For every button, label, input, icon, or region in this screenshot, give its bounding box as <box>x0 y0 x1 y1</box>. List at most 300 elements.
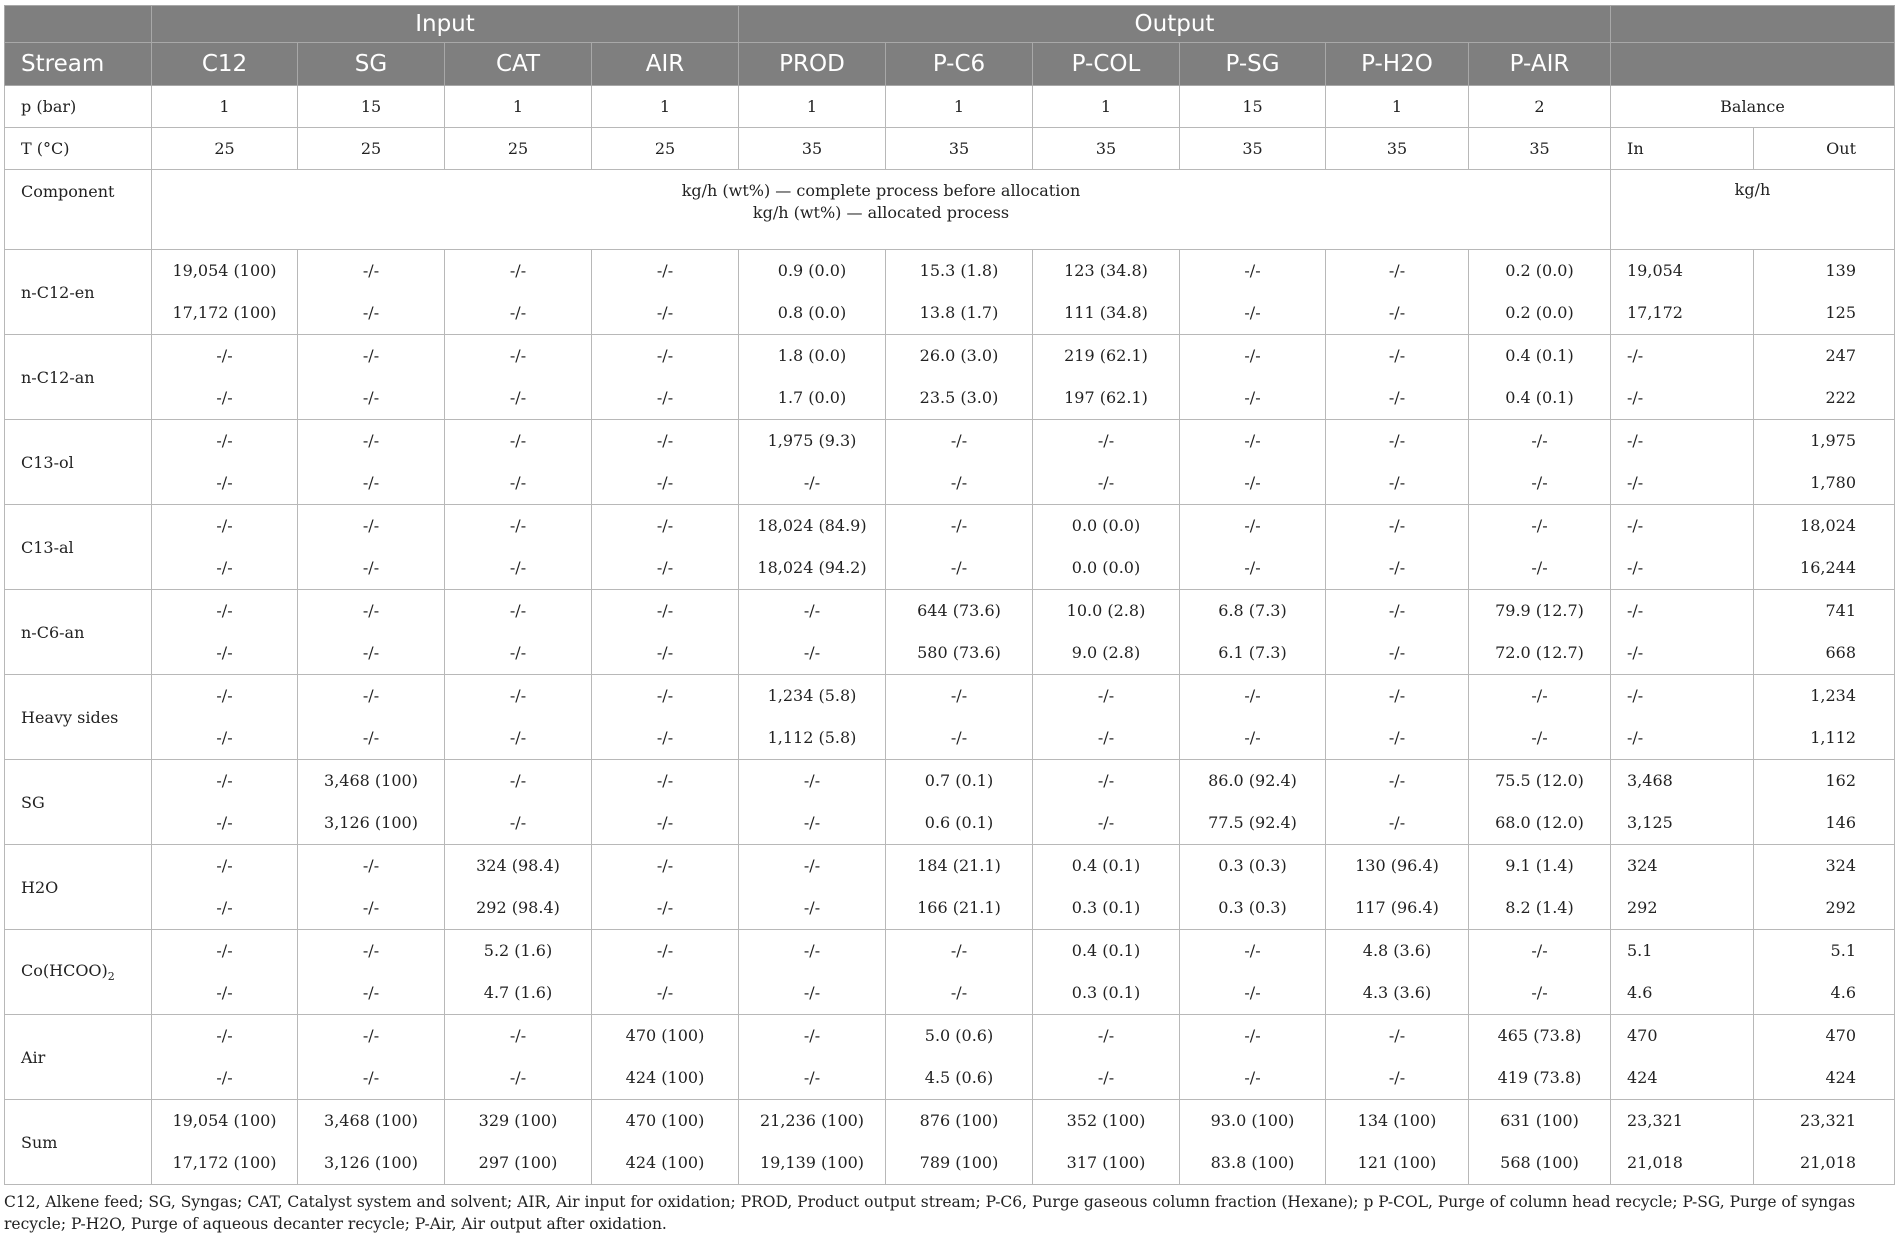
data-cell <box>1033 505 1180 590</box>
value-allocated: 6.1 (7.3) <box>1218 643 1287 662</box>
balance-in-pair <box>1627 760 1753 844</box>
balance-out-cell <box>1754 845 1895 930</box>
balance-in-pair <box>1627 1015 1753 1099</box>
value-allocated: 121 (100) <box>1357 1153 1437 1172</box>
value-complete: -/- <box>950 516 968 535</box>
data-cell <box>1469 845 1611 930</box>
value-allocated: 77.5 (92.4) <box>1208 813 1297 832</box>
input-group-header: Input <box>152 6 739 43</box>
data-cell <box>1180 420 1326 505</box>
value-pair <box>886 930 1032 1014</box>
value-allocated: 117 (96.4) <box>1355 898 1439 917</box>
value-complete: 4.8 (3.6) <box>1362 941 1432 960</box>
value-complete: -/- <box>1097 1026 1115 1045</box>
value-pair <box>739 420 885 504</box>
value-allocated: 17,172 (100) <box>172 1153 277 1172</box>
value-allocated: 317 (100) <box>1066 1153 1146 1172</box>
value-complete: -/- <box>362 431 380 450</box>
value-pair <box>739 845 885 929</box>
value-pair <box>445 1015 591 1099</box>
value-complete: 644 (73.6) <box>917 601 1001 620</box>
value-pair <box>445 420 591 504</box>
value-pair <box>592 420 738 504</box>
balance-out-complete: 470 <box>1825 1026 1856 1045</box>
value-allocated: 0.2 (0.0) <box>1505 303 1574 322</box>
value-allocated: -/- <box>509 728 527 747</box>
data-cell <box>152 505 298 590</box>
data-cell <box>1180 505 1326 590</box>
pressure-value: 1 <box>592 86 739 128</box>
balance-out-cell <box>1754 335 1895 420</box>
balance-out-allocated: 668 <box>1825 643 1856 662</box>
balance-in-pair <box>1627 845 1753 929</box>
data-cell <box>298 505 445 590</box>
value-pair <box>152 250 297 334</box>
value-complete: 3,468 (100) <box>324 771 418 790</box>
data-cell <box>1180 335 1326 420</box>
value-complete: 10.0 (2.8) <box>1066 601 1146 620</box>
value-allocated: -/- <box>803 813 821 832</box>
value-allocated: -/- <box>1244 728 1261 747</box>
value-complete: -/- <box>656 686 674 705</box>
balance-in-cell <box>1611 420 1754 505</box>
unit-line-complete: kg/h (wt%) — complete process before allocation <box>681 181 1081 200</box>
balance-in-pair <box>1627 505 1753 589</box>
value-pair <box>886 335 1032 419</box>
balance-unit-cell: kg/h <box>1611 170 1895 250</box>
balance-out-pair <box>1754 335 1894 419</box>
value-allocated: 166 (21.1) <box>917 898 1001 917</box>
table-container <box>4 5 1894 1235</box>
value-allocated: -/- <box>362 983 380 1002</box>
column-header: C12 <box>152 43 298 86</box>
value-complete: -/- <box>656 941 674 960</box>
value-complete: 470 (100) <box>625 1111 705 1130</box>
value-pair <box>298 590 444 674</box>
data-cell <box>1180 845 1326 930</box>
column-header: CAT <box>445 43 592 86</box>
value-complete: -/- <box>1531 686 1548 705</box>
value-pair <box>1469 845 1610 929</box>
value-complete: -/- <box>216 516 233 535</box>
balance-in-pair <box>1627 675 1753 759</box>
balance-in-allocated: 3,125 <box>1627 813 1673 832</box>
value-complete: -/- <box>216 856 233 875</box>
data-cell <box>445 930 592 1015</box>
value-complete: -/- <box>1531 941 1548 960</box>
value-pair <box>1033 335 1179 419</box>
value-pair <box>1033 760 1179 844</box>
value-pair <box>886 250 1032 334</box>
value-complete: -/- <box>216 346 233 365</box>
value-pair <box>1326 845 1468 929</box>
value-pair <box>1033 420 1179 504</box>
data-cell <box>592 250 739 335</box>
value-complete: 631 (100) <box>1500 1111 1579 1130</box>
value-allocated: -/- <box>656 643 674 662</box>
value-pair <box>1033 590 1179 674</box>
value-complete: 1,234 (5.8) <box>767 686 857 705</box>
balance-in-complete: 19,054 <box>1627 261 1683 280</box>
balance-out-complete: 162 <box>1825 771 1856 790</box>
balance-header-blank <box>1611 43 1895 86</box>
balance-in-complete: 23,321 <box>1627 1111 1683 1130</box>
value-complete: -/- <box>509 261 527 280</box>
value-pair <box>592 1015 738 1099</box>
balance-out-cell <box>1754 505 1895 590</box>
component-name-text: Sum <box>21 1132 58 1152</box>
balance-out-pair <box>1754 675 1894 759</box>
pressure-value: 1 <box>152 86 298 128</box>
data-cell <box>152 760 298 845</box>
balance-out-allocated: 125 <box>1825 303 1856 322</box>
value-complete: 0.7 (0.1) <box>924 771 994 790</box>
component-name-text: H2O <box>21 877 59 897</box>
value-complete: -/- <box>1244 346 1261 365</box>
header-group-row <box>5 6 1895 43</box>
component-name-text: n-C12-an <box>21 367 95 387</box>
value-complete: -/- <box>1388 516 1406 535</box>
value-pair <box>886 590 1032 674</box>
column-header: P-C6 <box>886 43 1033 86</box>
component-name <box>5 845 152 930</box>
data-cell <box>1033 845 1180 930</box>
balance-out-cell <box>1754 420 1895 505</box>
value-complete: 0.2 (0.0) <box>1505 261 1574 280</box>
column-header: PROD <box>739 43 886 86</box>
value-pair <box>886 1100 1032 1184</box>
value-complete: 876 (100) <box>919 1111 999 1130</box>
data-cell <box>739 335 886 420</box>
data-cell <box>298 930 445 1015</box>
value-pair <box>1180 335 1325 419</box>
data-cell <box>1180 590 1326 675</box>
balance-out-complete: 1,975 <box>1810 431 1856 450</box>
value-allocated: -/- <box>362 473 380 492</box>
value-allocated: 17,172 (100) <box>172 303 277 322</box>
value-complete: -/- <box>362 1026 380 1045</box>
value-pair <box>886 505 1032 589</box>
data-cell <box>592 1015 739 1100</box>
value-complete: -/- <box>803 601 821 620</box>
pressure-value: 15 <box>298 86 445 128</box>
value-pair <box>886 845 1032 929</box>
value-pair <box>1180 930 1325 1014</box>
value-pair <box>592 590 738 674</box>
component-name-text: n-C12-en <box>21 282 95 302</box>
balance-out-pair <box>1754 845 1894 929</box>
data-cell <box>1033 590 1180 675</box>
balance-out-allocated: 4.6 <box>1830 983 1856 1002</box>
value-allocated: -/- <box>1244 473 1261 492</box>
value-complete: 184 (21.1) <box>917 856 1001 875</box>
value-complete: -/- <box>216 1026 233 1045</box>
data-cell <box>298 1100 445 1185</box>
balance-group-blank <box>1611 6 1895 43</box>
temperature-value: 35 <box>1469 128 1611 170</box>
pressure-row <box>5 86 1895 128</box>
value-complete: -/- <box>362 261 380 280</box>
data-cell <box>592 675 739 760</box>
value-pair <box>298 1100 444 1184</box>
value-allocated: -/- <box>1097 728 1115 747</box>
data-cell <box>739 505 886 590</box>
temperature-value: 35 <box>1326 128 1469 170</box>
value-allocated: 8.2 (1.4) <box>1505 898 1574 917</box>
balance-out-pair <box>1754 590 1894 674</box>
data-cell <box>1326 845 1469 930</box>
value-complete: 130 (96.4) <box>1355 856 1439 875</box>
value-complete: -/- <box>1097 431 1115 450</box>
column-header: AIR <box>592 43 739 86</box>
balance-in-cell <box>1611 760 1754 845</box>
balance-out-allocated: 21,018 <box>1800 1153 1856 1172</box>
component-name <box>5 420 152 505</box>
value-complete: 0.3 (0.3) <box>1218 856 1287 875</box>
balance-out-cell <box>1754 760 1895 845</box>
value-allocated: -/- <box>950 473 968 492</box>
value-allocated: -/- <box>1244 303 1261 322</box>
data-cell <box>1180 1015 1326 1100</box>
component-name-text: SG <box>21 792 45 812</box>
balance-out-complete: 139 <box>1825 261 1856 280</box>
balance-in-complete: 3,468 <box>1627 771 1673 790</box>
value-allocated: -/- <box>509 643 527 662</box>
value-complete: -/- <box>509 431 527 450</box>
value-allocated: -/- <box>656 303 674 322</box>
value-allocated: -/- <box>1388 473 1406 492</box>
value-allocated: -/- <box>216 558 233 577</box>
value-complete: -/- <box>1388 771 1406 790</box>
balance-out-allocated: 16,244 <box>1800 558 1856 577</box>
table-row <box>5 845 1895 930</box>
value-pair <box>1033 845 1179 929</box>
value-complete: -/- <box>803 856 821 875</box>
value-complete: 0.9 (0.0) <box>777 261 847 280</box>
value-pair <box>152 1100 297 1184</box>
pressure-value: 15 <box>1180 86 1326 128</box>
value-pair <box>1469 335 1610 419</box>
value-pair <box>1469 250 1610 334</box>
balance-out-pair <box>1754 505 1894 589</box>
temperature-value: 25 <box>445 128 592 170</box>
value-complete: -/- <box>509 686 527 705</box>
balance-in-complete: 324 <box>1627 856 1658 875</box>
value-pair <box>152 675 297 759</box>
value-complete: -/- <box>362 516 380 535</box>
data-cell <box>445 845 592 930</box>
value-allocated: -/- <box>1244 388 1261 407</box>
value-complete: 329 (100) <box>478 1111 558 1130</box>
value-allocated: -/- <box>1388 303 1406 322</box>
value-pair <box>1180 250 1325 334</box>
value-pair <box>298 335 444 419</box>
table-row <box>5 505 1895 590</box>
value-allocated: -/- <box>803 1068 821 1087</box>
component-name-text: Heavy sides <box>21 707 119 727</box>
data-cell <box>1033 250 1180 335</box>
value-complete: -/- <box>656 431 674 450</box>
data-cell <box>886 930 1033 1015</box>
value-pair <box>1180 675 1325 759</box>
data-cell <box>1469 420 1611 505</box>
value-complete: -/- <box>1244 941 1261 960</box>
value-allocated: 19,139 (100) <box>759 1153 865 1172</box>
value-pair <box>445 930 591 1014</box>
value-pair <box>1033 1015 1179 1099</box>
data-cell <box>298 590 445 675</box>
value-pair <box>445 845 591 929</box>
data-cell <box>445 505 592 590</box>
data-cell <box>886 845 1033 930</box>
balance-in-pair <box>1627 590 1753 674</box>
value-complete: -/- <box>362 686 380 705</box>
mass-balance-table <box>4 5 1895 1185</box>
value-complete: -/- <box>362 856 380 875</box>
value-pair <box>298 930 444 1014</box>
component-name-text: C13-al <box>21 537 74 557</box>
balance-in-cell <box>1611 675 1754 760</box>
value-complete: -/- <box>1097 771 1115 790</box>
value-allocated: -/- <box>656 473 674 492</box>
value-allocated: -/- <box>216 388 233 407</box>
value-pair <box>1469 930 1610 1014</box>
table-row <box>5 930 1895 1015</box>
value-complete: -/- <box>362 941 380 960</box>
value-allocated: -/- <box>656 558 674 577</box>
value-allocated: 424 (100) <box>625 1068 705 1087</box>
balance-label: Balance <box>1611 86 1895 128</box>
value-complete: -/- <box>1388 686 1406 705</box>
value-pair <box>1326 590 1468 674</box>
value-complete: 6.8 (7.3) <box>1218 601 1287 620</box>
component-name <box>5 1100 152 1185</box>
value-allocated: -/- <box>803 643 821 662</box>
value-pair <box>592 335 738 419</box>
value-allocated: -/- <box>1388 813 1406 832</box>
data-cell <box>152 420 298 505</box>
value-allocated: -/- <box>656 388 674 407</box>
value-allocated: 0.3 (0.1) <box>1071 898 1141 917</box>
value-allocated: 0.0 (0.0) <box>1071 558 1141 577</box>
value-pair <box>152 420 297 504</box>
balance-out-cell <box>1754 1015 1895 1100</box>
balance-out-complete: 741 <box>1825 601 1856 620</box>
component-name-subscript: 2 <box>107 970 115 984</box>
data-cell <box>1469 590 1611 675</box>
stream-header: Stream <box>5 43 152 86</box>
value-pair <box>445 1100 591 1184</box>
balance-in-allocated: 17,172 <box>1627 303 1683 322</box>
component-name <box>5 675 152 760</box>
data-cell <box>1326 1100 1469 1185</box>
data-cell <box>886 675 1033 760</box>
value-allocated: -/- <box>509 388 527 407</box>
value-allocated: -/- <box>216 728 233 747</box>
value-allocated: 0.4 (0.1) <box>1505 388 1574 407</box>
value-allocated: 72.0 (12.7) <box>1495 643 1584 662</box>
data-cell <box>1033 420 1180 505</box>
value-allocated: -/- <box>1097 473 1115 492</box>
data-cell <box>592 760 739 845</box>
balance-in-allocated: -/- <box>1627 643 1644 662</box>
value-allocated: 4.5 (0.6) <box>924 1068 994 1087</box>
data-cell <box>445 1100 592 1185</box>
value-complete: -/- <box>950 686 968 705</box>
data-cell <box>1326 1015 1469 1100</box>
data-cell <box>1180 930 1326 1015</box>
data-cell <box>1469 675 1611 760</box>
value-allocated: -/- <box>1388 643 1406 662</box>
value-allocated: -/- <box>656 728 674 747</box>
balance-out-allocated: 292 <box>1825 898 1856 917</box>
value-pair <box>592 505 738 589</box>
component-name <box>5 505 152 590</box>
data-cell <box>592 505 739 590</box>
data-cell <box>1326 930 1469 1015</box>
value-complete: 0.0 (0.0) <box>1071 516 1141 535</box>
value-pair <box>739 930 885 1014</box>
balance-in-complete: 470 <box>1627 1026 1658 1045</box>
data-cell <box>152 250 298 335</box>
balance-in-allocated: -/- <box>1627 558 1644 577</box>
value-allocated: -/- <box>362 303 380 322</box>
value-allocated: -/- <box>509 558 527 577</box>
value-pair <box>886 760 1032 844</box>
value-allocated: -/- <box>656 983 674 1002</box>
value-allocated: -/- <box>950 983 968 1002</box>
balance-out-complete: 18,024 <box>1800 516 1856 535</box>
column-header-row <box>5 43 1895 86</box>
data-cell <box>739 250 886 335</box>
data-cell <box>739 420 886 505</box>
value-allocated: -/- <box>216 983 233 1002</box>
balance-in-pair <box>1627 335 1753 419</box>
column-header: SG <box>298 43 445 86</box>
value-pair <box>1469 675 1610 759</box>
balance-out-label: Out <box>1754 128 1895 170</box>
value-pair <box>298 675 444 759</box>
value-allocated: -/- <box>950 558 968 577</box>
data-cell <box>445 250 592 335</box>
value-pair <box>1326 1015 1468 1099</box>
data-cell <box>445 420 592 505</box>
table-footnote: C12, Alkene feed; SG, Syngas; CAT, Catalyst system and solvent; AIR, Air input for oxidation; PROD, Product output stream; P-C6, Purge gaseous column fraction (Hexane); p P-COL, Purge of column head recycle; P-SG, Purge of syngas recycle; P-H2O, Purge of aqueous decanter recycle; P-Air, Air output after oxidation. <box>4 1193 1856 1233</box>
value-complete: 470 (100) <box>625 1026 705 1045</box>
component-name <box>5 760 152 845</box>
value-pair <box>739 590 885 674</box>
component-name <box>5 250 152 335</box>
value-pair <box>592 845 738 929</box>
data-cell <box>1180 1100 1326 1185</box>
value-allocated: -/- <box>1388 388 1406 407</box>
temperature-value: 25 <box>298 128 445 170</box>
data-cell <box>152 845 298 930</box>
value-pair <box>298 420 444 504</box>
value-pair <box>592 930 738 1014</box>
balance-in-pair <box>1627 930 1753 1014</box>
output-group-header: Output <box>739 6 1611 43</box>
balance-out-pair <box>1754 1015 1894 1099</box>
data-cell <box>445 760 592 845</box>
balance-out-pair <box>1754 420 1894 504</box>
data-cell <box>1469 335 1611 420</box>
value-complete: 18,024 (84.9) <box>757 516 867 535</box>
column-header: P-H2O <box>1326 43 1469 86</box>
value-complete: -/- <box>362 601 380 620</box>
value-complete: -/- <box>950 431 968 450</box>
temperature-value: 35 <box>739 128 886 170</box>
